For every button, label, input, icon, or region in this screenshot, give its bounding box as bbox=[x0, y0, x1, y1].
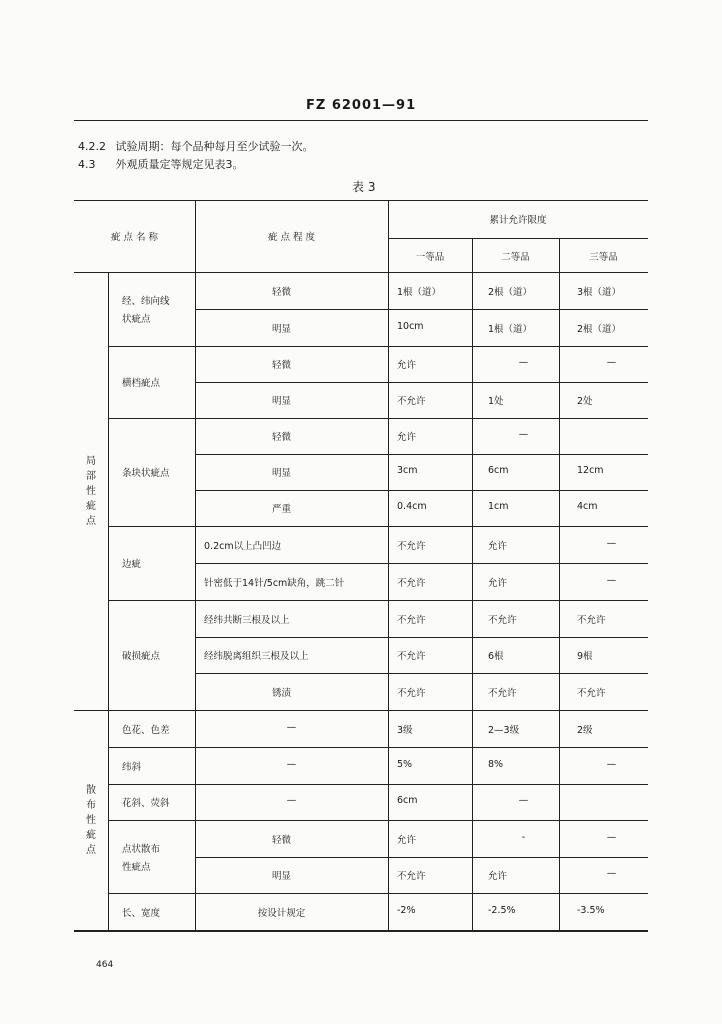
defect-degree: 轻微 bbox=[271, 432, 291, 443]
table-divider bbox=[195, 200, 196, 272]
item-rule bbox=[108, 820, 648, 821]
allowance-value: 1根（道） bbox=[488, 323, 533, 335]
allowance-value: - bbox=[521, 831, 526, 843]
allowance-value: 1cm bbox=[488, 501, 509, 512]
allowance-value: 允许 bbox=[488, 871, 508, 882]
row-rule bbox=[195, 637, 648, 638]
defect-degree: 轻微 bbox=[271, 834, 291, 846]
allowance-value: 1处 bbox=[488, 396, 504, 407]
allowance-value: 8% bbox=[488, 758, 504, 770]
defect-degree: 0.2cm以上凸凹边 bbox=[204, 540, 282, 552]
allowance-value: 不允许 bbox=[577, 614, 606, 626]
allowance-value: -2% bbox=[397, 904, 416, 916]
section-number: 4.2.2 bbox=[78, 140, 106, 153]
allowance-value: 2根（道） bbox=[577, 323, 622, 335]
allowance-value: 6根 bbox=[488, 651, 504, 662]
defect-name: 花斜、荧斜 bbox=[122, 798, 170, 809]
allowance-value: — bbox=[518, 429, 529, 440]
group-rule bbox=[74, 710, 648, 711]
allowance-value: 12cm bbox=[577, 465, 604, 476]
table-divider bbox=[388, 710, 389, 930]
defect-name: 横档疵点 bbox=[122, 378, 161, 389]
allowance-value: 允许 bbox=[488, 540, 508, 552]
allowance-value: 不允许 bbox=[577, 687, 606, 699]
allowance-value: 允许 bbox=[488, 577, 508, 589]
defect-degree: — bbox=[286, 758, 297, 770]
column-header-grade: 三等品 bbox=[589, 252, 618, 263]
section-4-2-2 bbox=[78, 138, 314, 154]
table-divider bbox=[108, 272, 109, 710]
table-divider bbox=[195, 272, 196, 710]
allowance-value: 不允许 bbox=[397, 651, 426, 662]
defect-name: 纬斜 bbox=[122, 761, 142, 773]
allowance-value: 不允许 bbox=[397, 577, 426, 589]
allowance-value: 允许 bbox=[397, 432, 417, 443]
defect-name: 状疵点 bbox=[122, 314, 151, 325]
item-rule bbox=[108, 893, 648, 894]
table-header-rule bbox=[74, 272, 648, 273]
allowance-value: 6cm bbox=[397, 795, 418, 806]
defect-name: 色花、色差 bbox=[122, 724, 170, 736]
defect-name: 条块状疵点 bbox=[122, 468, 170, 479]
defect-degree: 轻微 bbox=[271, 360, 291, 371]
allowance-value: 不允许 bbox=[397, 540, 426, 552]
defect-degree: 轻微 bbox=[271, 286, 291, 298]
page-number: 464 bbox=[96, 960, 114, 970]
defect-name: 长、宽度 bbox=[122, 907, 161, 919]
allowance-value: 不允许 bbox=[488, 687, 517, 699]
section-text: 外观质量定等规定见表3。 bbox=[115, 158, 244, 171]
defect-degree: 经纬共断三根及以上 bbox=[204, 614, 290, 626]
defect-degree: 明显 bbox=[271, 323, 291, 335]
defect-degree: — bbox=[286, 721, 297, 733]
allowance-value: 5% bbox=[397, 758, 413, 770]
allowance-value: 不允许 bbox=[397, 687, 426, 699]
allowance-value: -2.5% bbox=[488, 904, 516, 916]
table-divider bbox=[195, 710, 196, 930]
item-rule bbox=[108, 747, 648, 748]
defect-group-label: 散 布 性 疵 点 bbox=[86, 784, 96, 856]
table-divider bbox=[559, 272, 560, 710]
defect-name: 破损疵点 bbox=[122, 651, 161, 662]
defect-degree: 针密低于14针/5cm缺角，跳二针 bbox=[204, 577, 345, 589]
section-4-3 bbox=[78, 156, 244, 172]
allowance-value: 允许 bbox=[397, 834, 417, 846]
allowance-value: — bbox=[518, 357, 529, 368]
allowance-value: 3cm bbox=[397, 465, 418, 476]
table-divider bbox=[472, 272, 473, 710]
row-rule bbox=[195, 382, 648, 383]
row-rule bbox=[195, 857, 648, 858]
allowance-value: 3根（道） bbox=[577, 286, 622, 298]
column-header-grade: 一等品 bbox=[415, 252, 445, 263]
row-rule bbox=[195, 673, 648, 674]
allowance-value: 2根（道） bbox=[488, 286, 533, 298]
item-rule bbox=[108, 600, 648, 601]
row-rule bbox=[195, 490, 648, 491]
allowance-value: — bbox=[606, 831, 617, 843]
allowance-value: — bbox=[606, 357, 617, 368]
defect-name: 边疵 bbox=[122, 559, 142, 570]
column-header-defect-degree: 疵 点 程 度 bbox=[267, 232, 316, 243]
allowance-value: 10cm bbox=[397, 320, 424, 332]
allowance-value: 不允许 bbox=[397, 396, 426, 407]
defect-degree: 严重 bbox=[271, 504, 291, 515]
allowance-value: 4cm bbox=[577, 501, 598, 512]
grade-header-rule bbox=[388, 238, 648, 239]
allowance-value: 2级 bbox=[577, 724, 593, 736]
allowance-value: 不允许 bbox=[397, 614, 426, 626]
allowance-value: 3级 bbox=[397, 724, 413, 736]
allowance-value: 2—3级 bbox=[488, 724, 520, 736]
allowance-value: 1根（道） bbox=[397, 286, 442, 298]
defect-degree: — bbox=[286, 795, 297, 806]
allowance-value: 0.4cm bbox=[397, 501, 427, 512]
defect-name: 经、纬向线 bbox=[122, 296, 170, 307]
allowance-value: -3.5% bbox=[577, 904, 605, 916]
item-rule bbox=[108, 346, 648, 347]
header-rule bbox=[74, 120, 648, 121]
defect-degree: 锈渍 bbox=[271, 687, 291, 699]
table-divider bbox=[388, 272, 389, 710]
item-rule bbox=[108, 418, 648, 419]
defect-degree: 明显 bbox=[271, 396, 291, 407]
allowance-value: 6cm bbox=[488, 465, 509, 476]
column-header-allowance: 累计允许限度 bbox=[489, 215, 547, 226]
table-divider bbox=[559, 710, 560, 930]
item-rule bbox=[108, 784, 648, 785]
allowance-value: — bbox=[606, 868, 617, 879]
row-rule bbox=[195, 563, 648, 564]
section-number: 4.3 bbox=[78, 158, 96, 171]
allowance-value: — bbox=[518, 795, 529, 806]
allowance-value: 允许 bbox=[397, 360, 417, 371]
defect-degree: 明显 bbox=[271, 468, 291, 479]
defect-name: 点状散布 bbox=[122, 843, 161, 855]
allowance-value: 不允许 bbox=[397, 871, 426, 882]
allowance-value: 2处 bbox=[577, 396, 593, 407]
column-header-defect-name: 疵 点 名 称 bbox=[110, 232, 159, 243]
document-header: FZ 62001—91 bbox=[306, 98, 417, 113]
section-text: 试验周期：每个品种每月至少试验一次。 bbox=[115, 140, 314, 153]
table-top-rule bbox=[74, 200, 648, 201]
allowance-value: 9根 bbox=[577, 651, 593, 662]
table-divider bbox=[472, 710, 473, 930]
row-rule bbox=[195, 309, 648, 310]
defect-name: 性疵点 bbox=[122, 861, 151, 873]
column-header-grade: 二等品 bbox=[501, 252, 530, 263]
table-divider bbox=[108, 710, 109, 930]
defect-degree: 按设计规定 bbox=[257, 907, 306, 919]
defect-degree: 明显 bbox=[271, 871, 291, 882]
item-rule bbox=[108, 526, 648, 527]
allowance-value: — bbox=[606, 574, 617, 586]
allowance-value: — bbox=[606, 758, 617, 770]
defect-group-label: 局 部 性 疵 点 bbox=[86, 455, 96, 527]
table-bottom-rule bbox=[74, 930, 648, 932]
defect-degree: 经纬脱离组织三根及以上 bbox=[204, 651, 309, 662]
table-caption: 表 3 bbox=[352, 180, 376, 194]
allowance-value: 不允许 bbox=[488, 614, 517, 626]
row-rule bbox=[195, 454, 648, 455]
allowance-value: — bbox=[606, 537, 617, 549]
